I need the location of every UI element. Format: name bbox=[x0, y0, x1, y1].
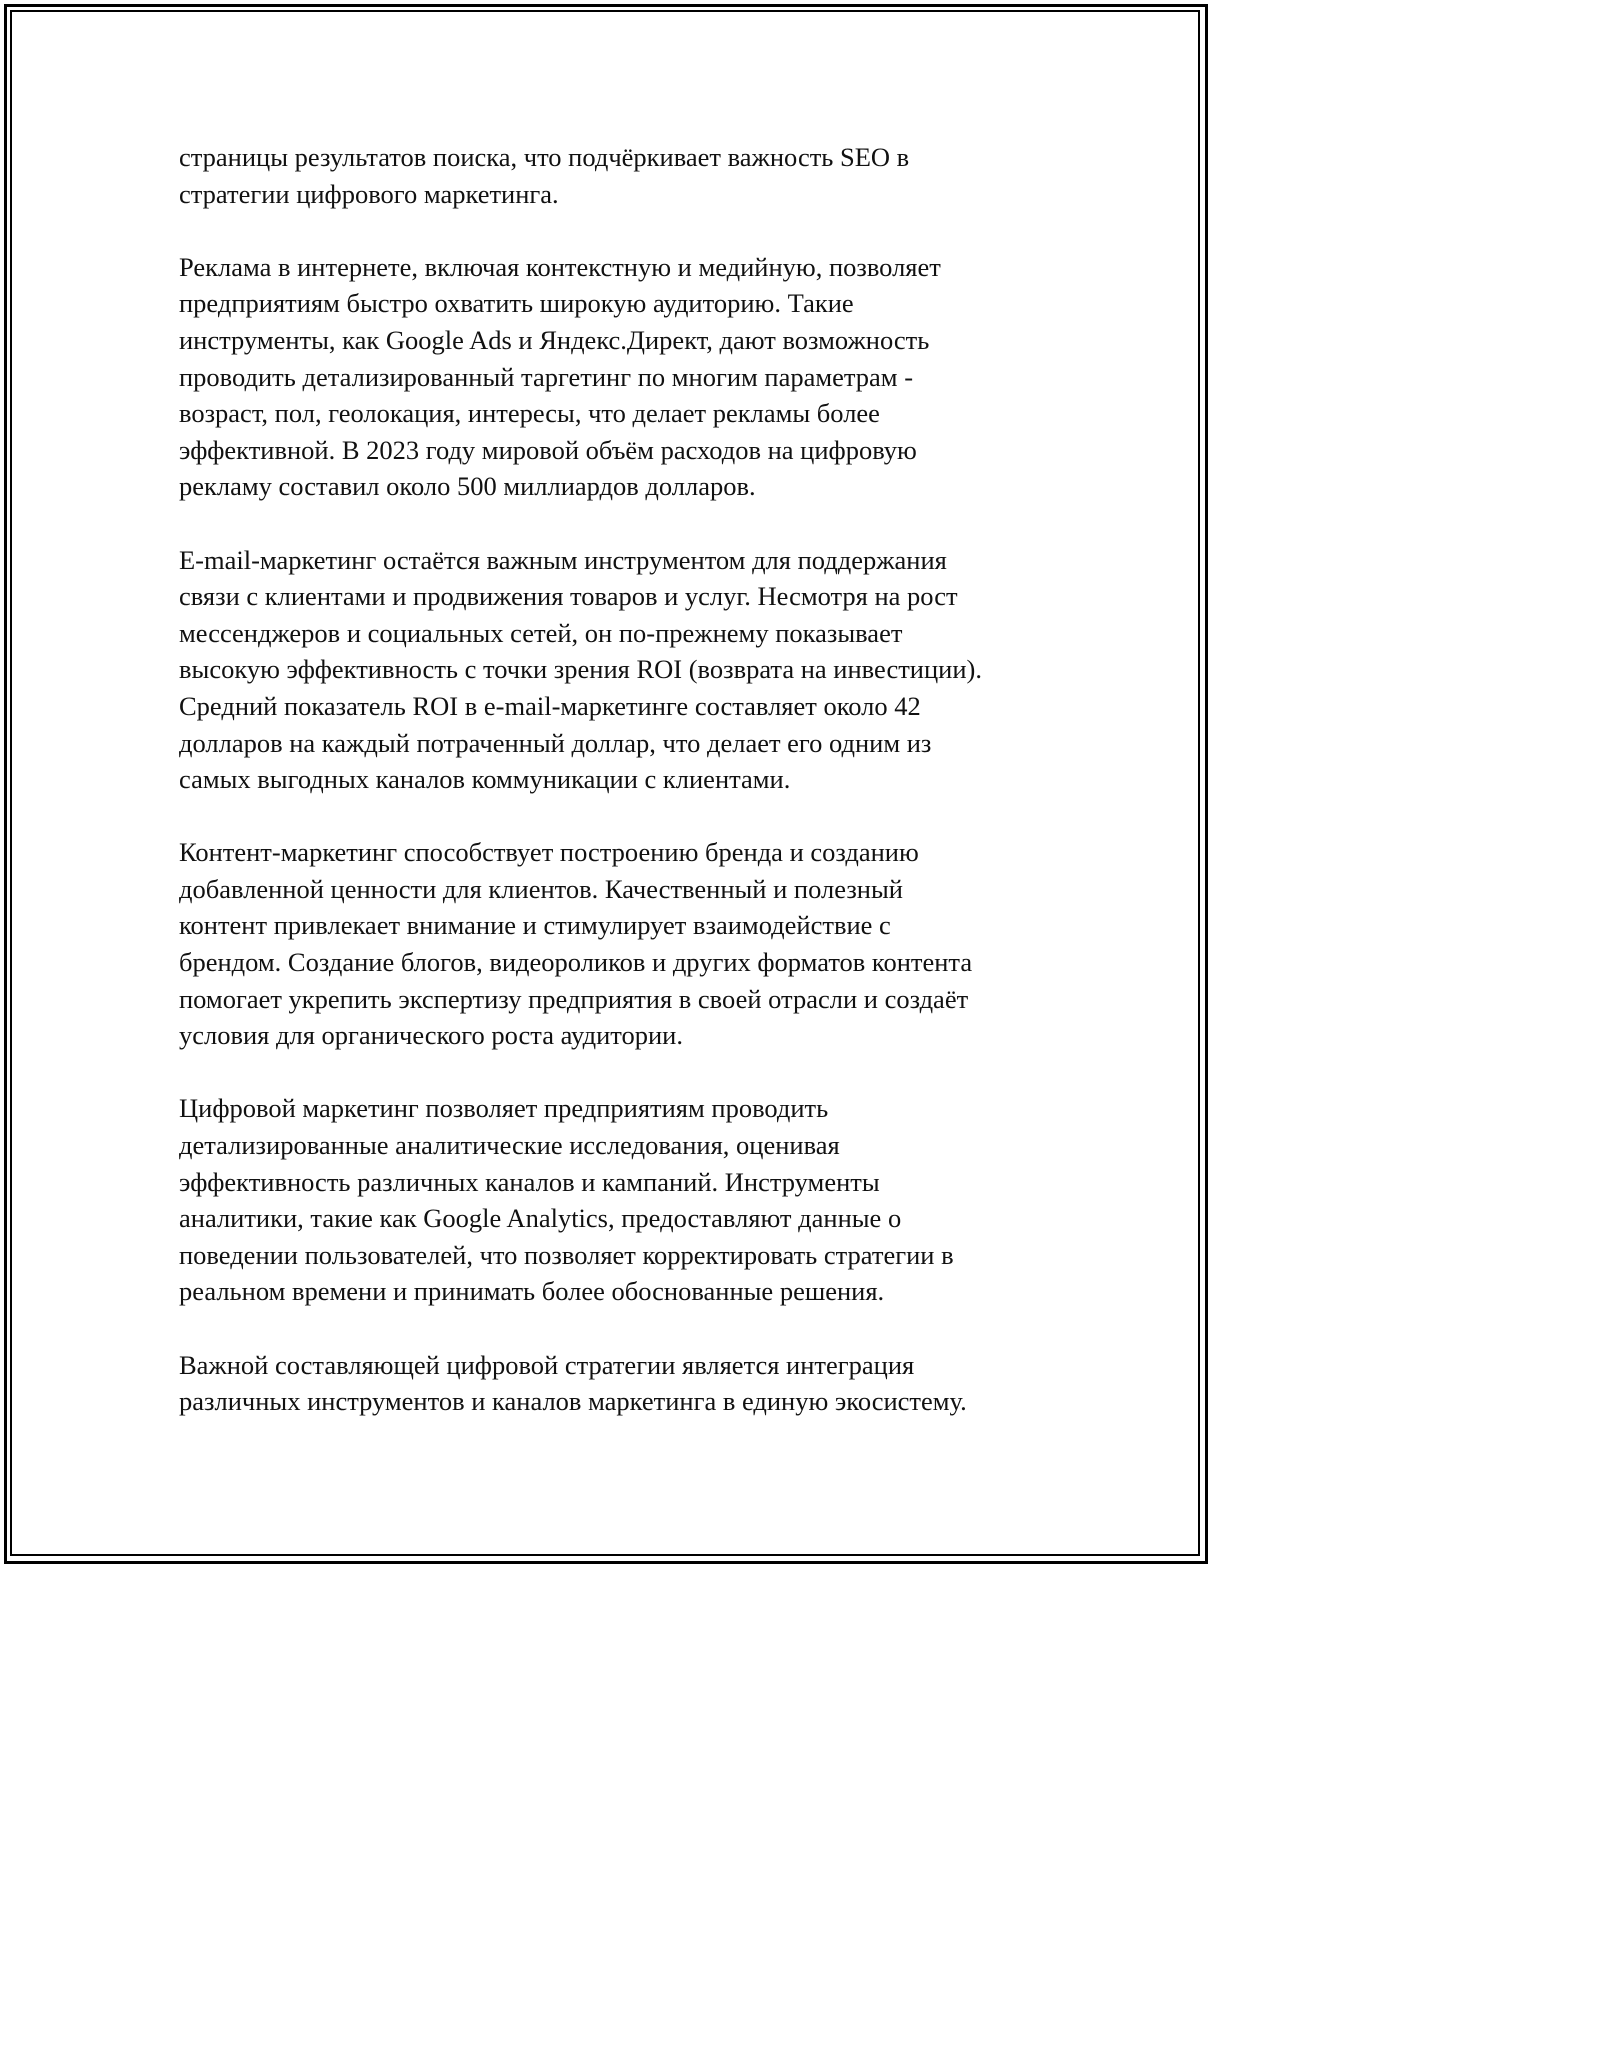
text-line: аналитики, такие как Google Analytics, предоставляют данные о bbox=[179, 1203, 902, 1234]
paragraph-integration bbox=[179, 1347, 1039, 1420]
text-line: самых выгодных каналов коммуникации с клиентами. bbox=[179, 764, 791, 795]
text-line: различных инструментов и каналов маркетинга в единую экосистему. bbox=[179, 1386, 967, 1417]
text-line: рекламу составил около 500 миллиардов долларов. bbox=[179, 471, 756, 502]
text-line: Контент-маркетинг способствует построению бренда и созданию bbox=[179, 837, 919, 868]
text-line: E-mail-маркетинг остаётся важным инструментом для поддержания bbox=[179, 544, 947, 575]
text-line: добавленной ценности для клиентов. Качественный и полезный bbox=[179, 873, 903, 904]
text-line: помогает укрепить экспертизу предприятия в своей отрасли и создаёт bbox=[179, 983, 969, 1014]
paragraph-analytics bbox=[179, 1090, 1039, 1310]
text-line: детализированные аналитические исследования, оценивая bbox=[179, 1130, 840, 1161]
text-line: эффективной. В 2023 году мировой объём расходов на цифровую bbox=[179, 434, 917, 465]
text-line: страницы результатов поиска, что подчёркивает важность SEO в bbox=[179, 142, 910, 172]
text-line: связи с клиентами и продвижения товаров и услуг. Несмотря на рост bbox=[179, 581, 958, 612]
text-line: брендом. Создание блогов, видеороликов и других форматов контента bbox=[179, 947, 973, 978]
paragraph-online-advertising bbox=[179, 249, 1039, 505]
text-line: инструменты, как Google Ads и Яндекс.Директ, дают возможность bbox=[179, 324, 930, 355]
text-line: Реклама в интернете, включая контекстную и медийную, позволяет bbox=[179, 251, 941, 282]
text-line: возраст, пол, геолокация, интересы, что делает рекламы более bbox=[179, 398, 880, 429]
text-line: предприятиям быстро охватить широкую аудиторию. Такие bbox=[179, 288, 854, 319]
text-line: высокую эффективность с точки зрения ROI (возврата на инвестиции). bbox=[179, 654, 982, 685]
text-line: контент привлекает внимание и стимулирует взаимодействие с bbox=[179, 910, 891, 941]
paragraph-seo-conclusion bbox=[179, 139, 1039, 212]
text-line: мессенджеров и социальных сетей, он по-прежнему показывает bbox=[179, 617, 903, 648]
document-body bbox=[179, 139, 1039, 1456]
paragraph-content-marketing bbox=[179, 834, 1039, 1054]
text-line: Важной составляющей цифровой стратегии является интеграция bbox=[179, 1349, 915, 1380]
text-line: эффективность различных каналов и кампаний. Инструменты bbox=[179, 1166, 880, 1197]
text-line: поведении пользователей, что позволяет корректировать стратегии в bbox=[179, 1239, 954, 1270]
text-line: реальном времени и принимать более обоснованные решения. bbox=[179, 1276, 885, 1307]
text-line: Средний показатель ROI в e-mail-маркетинге составляет около 42 bbox=[179, 690, 921, 721]
text-line: проводить детализированный таргетинг по многим параметрам - bbox=[179, 361, 914, 392]
text-line: Цифровой маркетинг позволяет предприятиям проводить bbox=[179, 1093, 829, 1124]
text-line: долларов на каждый потраченный доллар, что делает его одним из bbox=[179, 727, 932, 758]
text-line: условия для органического роста аудитории. bbox=[179, 1020, 683, 1051]
paragraph-email-marketing bbox=[179, 542, 1039, 798]
text-line: стратегии цифрового маркетинга. bbox=[179, 178, 559, 209]
